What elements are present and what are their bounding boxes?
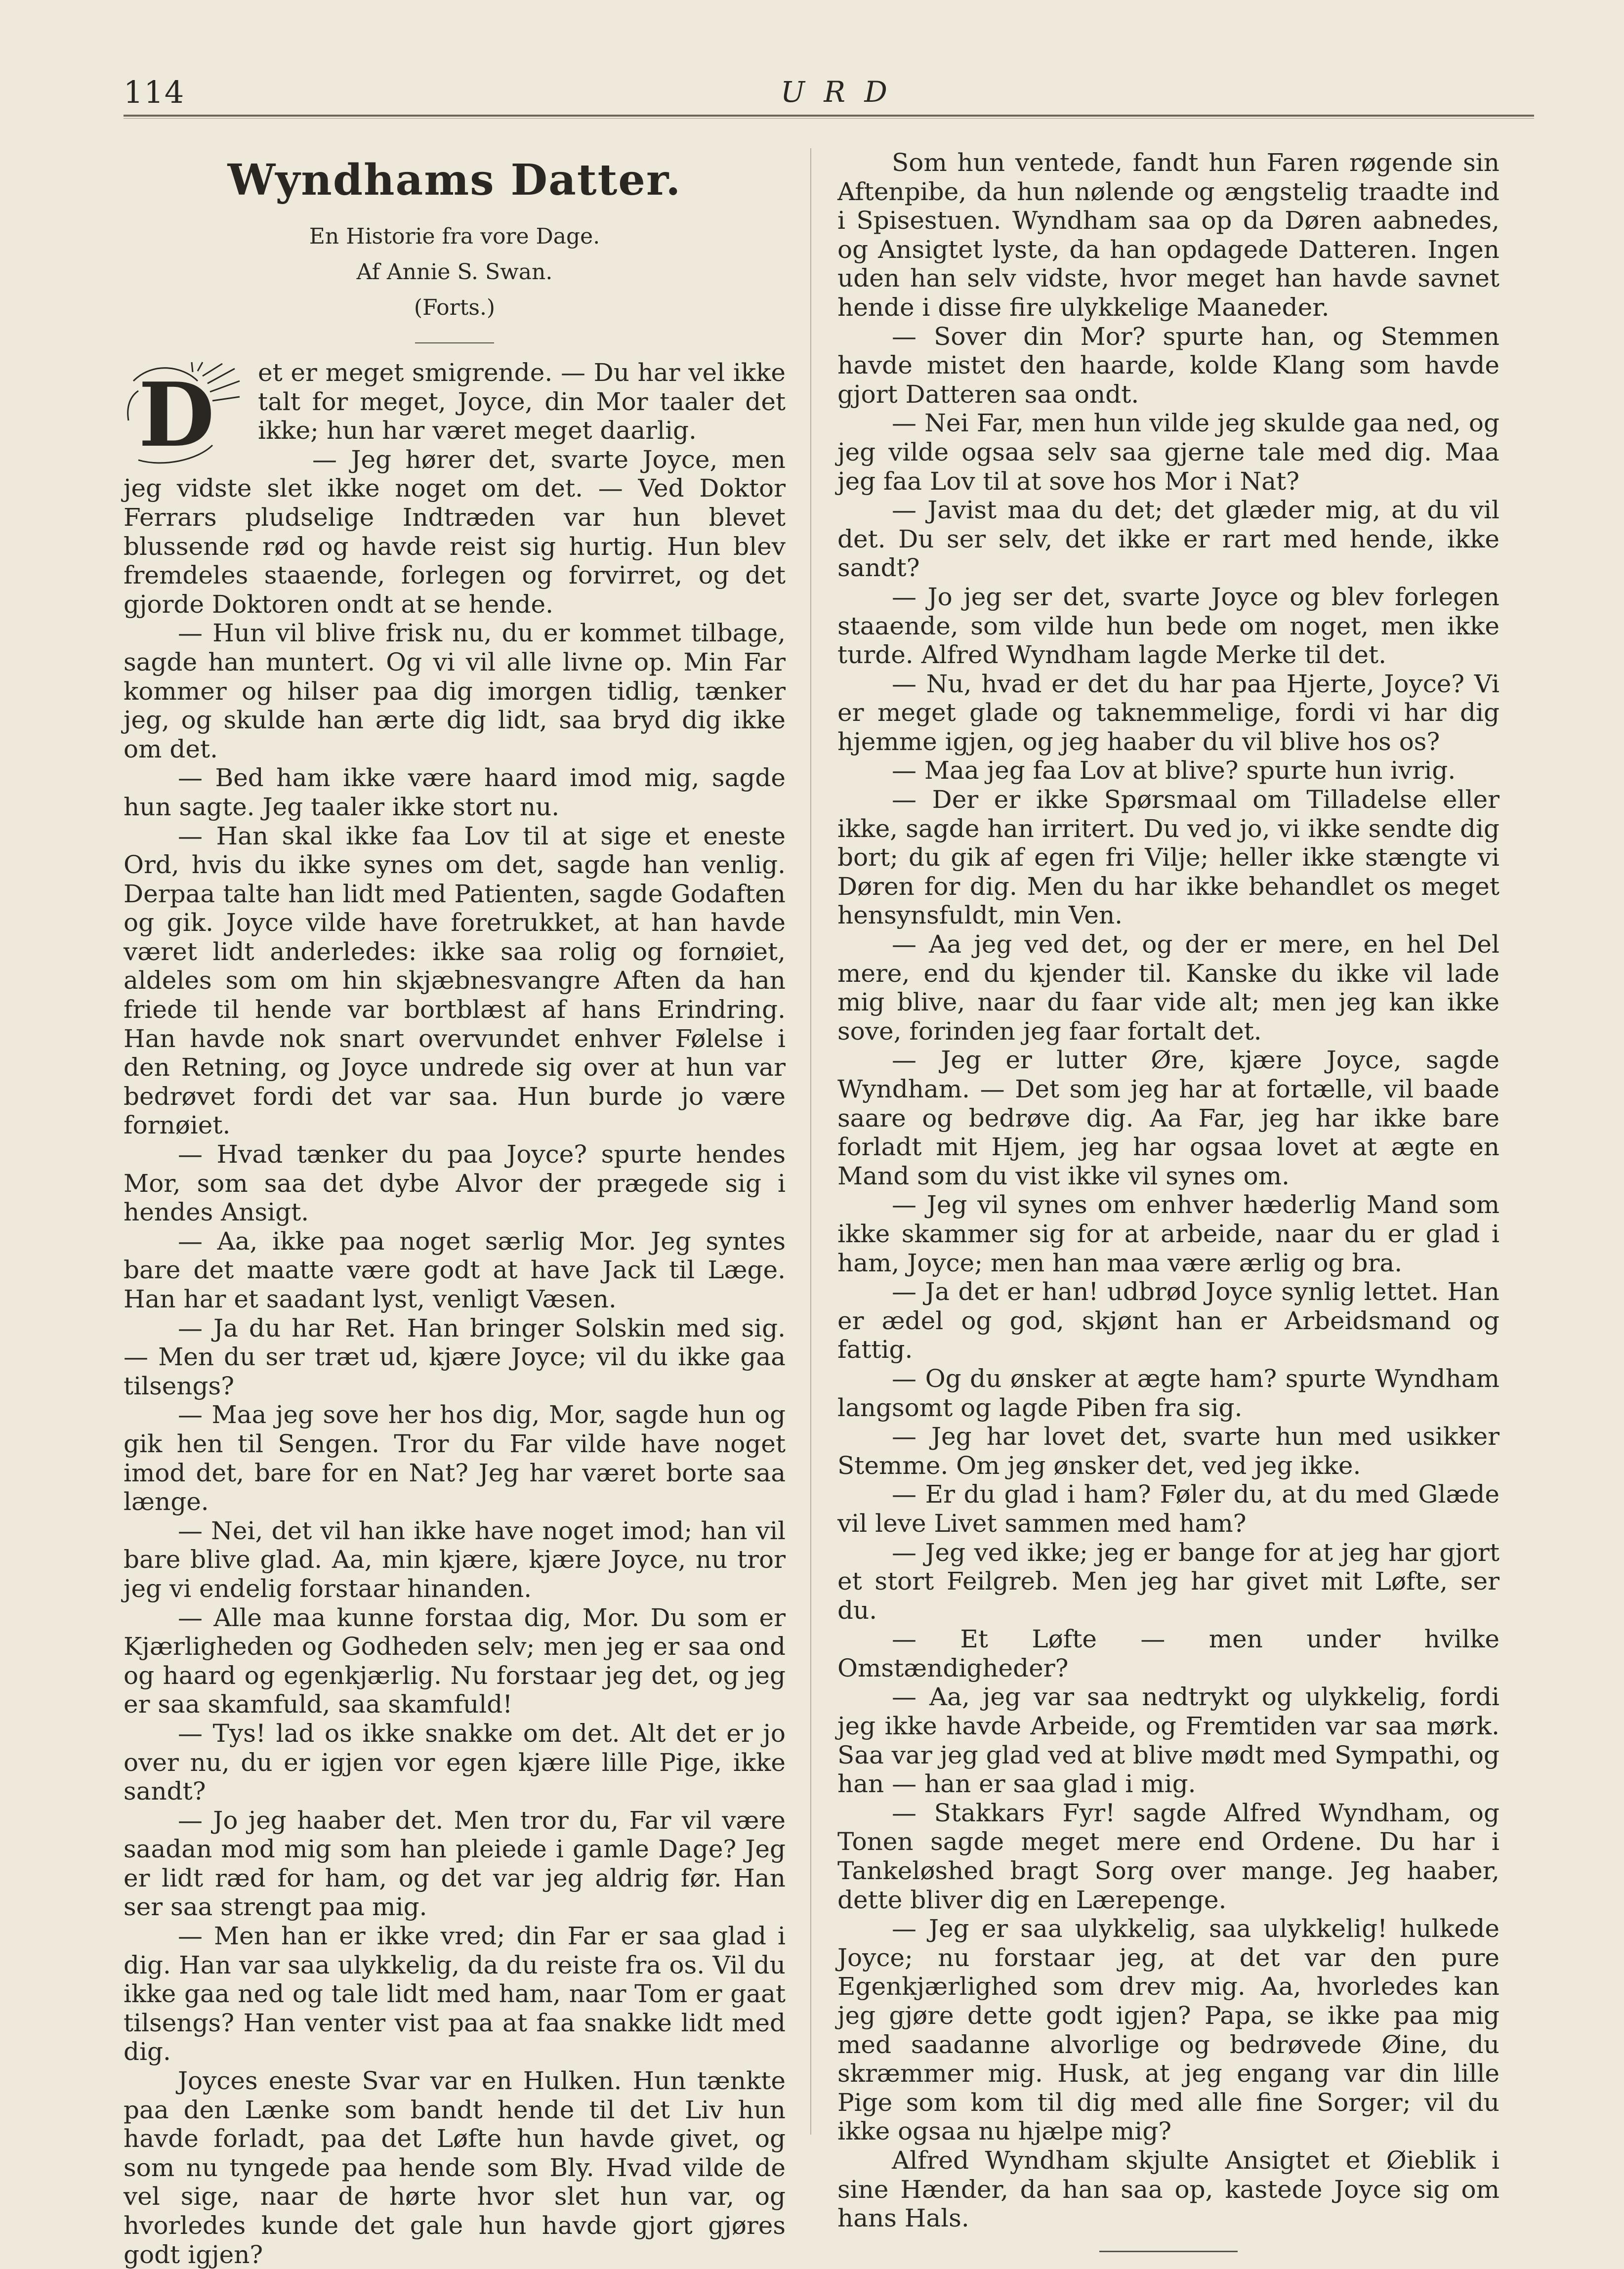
paragraph: — Tys! lad os ikke snakke om det. Alt det er jo over nu, du er igjen vor egen kjære lille Pige, ikke sandt?: [124, 1719, 786, 1806]
article-title: Wyndhams Datter.: [227, 155, 682, 205]
paragraph: — Jeg har lovet det, svarte hun med usikker Stemme. Om jeg ønsker det, ved jeg ikke.: [837, 1422, 1499, 1480]
column-divider: [810, 148, 811, 2135]
paragraph: — Jeg ved ikke; jeg er bange for at jeg har gjort et stort Feilgreb. Men jeg har givet mit Løfte, ser du.: [837, 1538, 1499, 1625]
paragraph: — Jeg er saa ulykkelig, saa ulykkelig! hulkede Joyce; nu forstaar jeg, at det var den pure Egenkjærlighed som drev mig. Aa, hvorledes kan jeg gjøre dette godt igjen? Papa, se ikke paa mig med saadanne alvorlige og bedrøvede Øine, du skræmmer mig. Husk, at jeg engang var din lille Pige som kom til dig med alle fine Sorger; vil du ikke ogsaa nu hjælpe mig?: [837, 1914, 1499, 2146]
ornamental-initial: [124, 361, 247, 470]
paragraph: — Der er ikke Spørsmaal om Tilladelse eller ikke, sagde han irritert. Du ved jo, vi ikke sendte dig bort; du gik af egen fri Vilje; heller ikke stængte vi Døren for dig. Men du har ikke behandlet os meget hensynsfuldt, min Ven.: [837, 785, 1499, 930]
article-byline: Af Annie S. Swan.: [356, 259, 553, 285]
drop-cap-letter: D: [138, 363, 215, 466]
paragraph: — Nei Far, men hun vilde jeg skulde gaa ned, og jeg vilde ogsaa selv saa gjerne tale med dig. Maa jeg faa Lov til at sove hos Mor i Nat?: [837, 409, 1499, 496]
paragraph: — Maa jeg faa Lov at blive? spurte hun ivrig.: [892, 756, 1456, 785]
paragraph: — Sover din Mor? spurte han, og Stemmen havde mistet den haarde, kolde Klang som havde gjort Datteren saa ondt.: [837, 322, 1499, 409]
paragraph: — Jeg er lutter Øre, kjære Joyce, sagde Wyndham. — Det som jeg har at fortælle, vil baade saare og bedrøve dig. Aa Far, jeg har ikke bare forladt mit Hjem, jeg har ogsaa lovet at ægte en Mand som du vist ikke vil synes om.: [837, 1046, 1499, 1190]
first-paragraph-text: et er meget smigrende. — Du har vel ikke talt for meget, Joyce, din Mor taaler det ikke; hun har været meget daarlig.: [258, 358, 786, 445]
paragraph: — Bed ham ikke være haard imod mig, sagde hun sagte. Jeg taaler ikke stort nu.: [124, 763, 786, 821]
paragraph: — Alle maa kunne forstaa dig, Mor. Du som er Kjærligheden og Godheden selv; men jeg er saa ond og haard og egenkjærlig. Nu forstaar jeg det, og jeg er saa skamfuld, saa skamfuld!: [124, 1603, 786, 1719]
paragraph: — Ja du har Ret. Han bringer Solskin med sig. — Men du ser træt ud, kjære Joyce; vil du ikke gaa tilsengs?: [124, 1313, 786, 1400]
paragraph: — Aa, jeg var saa nedtrykt og ulykkelig, fordi jeg ikke havde Arbeide, og Fremtiden var saa mørk. Saa var jeg glad ved at blive mødt med Sympathi, og han — han er saa glad i mig.: [837, 1682, 1499, 1799]
paragraph: Joyces eneste Svar var en Hulken. Hun tænkte paa den Lænke som bandt hende til det Liv hun havde forladt, paa det Løfte hun havde givet, og som nu tyngede paa hende som Bly. Hvad vilde de vel sige, naar de hørte hvor slet hun var, og hvorledes kunde det gale hun havde gjort gjøres godt igjen?: [124, 2066, 786, 2269]
left-column: [124, 148, 786, 2269]
paragraph: Alfred Wyndham skjulte Ansigtet et Øieblik i sine Hænder, da han saa op, kastede Joyce sig om hans Hals.: [837, 2145, 1499, 2233]
paragraph: — Hvad tænker du paa Joyce? spurte hendes Mor, som saa det dybe Alvor der prægede sig i hendes Ansigt.: [124, 1140, 786, 1227]
paragraph: — Jo jeg haaber det. Men tror du, Far vil være saadan mod mig som han pleiede i gamle Dage? Jeg er lidt ræd for ham, og det var jeg aldrig før. Han ser saa strengt paa mig.: [124, 1806, 786, 1922]
paragraph: — Ja det er han! udbrød Joyce synlig lettet. Han er ædel og god, skjønt han er Arbeidsmand og fattig.: [837, 1277, 1499, 1364]
paragraph: — Et Løfte — men under hvilke Omstændigheder?: [837, 1625, 1499, 1682]
header-rule: [124, 115, 1534, 119]
end-rule: [1099, 2251, 1238, 2252]
paragraph: — Nu, hvad er det du har paa Hjerte, Joyce? Vi er meget glade og taknemmelige, fordi vi har dig hjemme igjen, og jeg haaber du vil blive hos os?: [837, 669, 1499, 756]
title-separator: [415, 342, 494, 343]
paragraph: — Jeg vil synes om enhver hæderlig Mand som ikke skammer sig for at arbeide, naar du er glad i ham, Joyce; men han maa være ærlig og bra.: [837, 1190, 1499, 1277]
right-column: [837, 148, 1499, 2252]
continued-note: (Forts.): [414, 295, 496, 320]
paragraph: Som hun ventede, fandt hun Faren røgende sin Aftenpibe, da hun nølende og ængstelig traadte ind i Spisestuen. Wyndham saa op da Døren aabnedes, og Ansigtet lyste, da han opdagede Datteren. Ingen uden han selv vidste, hvor meget han havde savnet hende i disse fire ulykkelige Maaneder.: [837, 148, 1499, 322]
left-paragraphs: [124, 445, 786, 2269]
paragraph: — Aa jeg ved det, og der er mere, en hel Del mere, end du kjender til. Kanske du ikke vil lade mig blive, naar du faar vide alt; men jeg kan ikke sove, forinden jeg faar fortalt det.: [837, 930, 1499, 1046]
paragraph: — Han skal ikke faa Lov til at sige et eneste Ord, hvis du ikke synes om det, sagde han venlig. Derpaa talte han lidt med Patienten, sagde Godaften og gik. Joyce vilde have foretrukket, at han havde været lidt anderledes: ikke saa rolig og fornøiet, aldeles som om hin skjæbnesvangre Aften da han friede til hende var bortblæst af hans Erindring. Han havde nok snart overvundet enhver Følelse i den Retning, og Joyce undrede sig over at hun var bedrøvet fordi det var saa. Hun burde jo være fornøiet.: [124, 821, 786, 1140]
running-head: U R D: [781, 75, 892, 109]
paragraph: — Maa jeg sove her hos dig, Mor, sagde hun og gik hen til Sengen. Tror du Far vilde have noget imod det, bare for en Nat? Jeg har været borte saa længe.: [124, 1400, 786, 1516]
page-header: [124, 74, 1532, 114]
paragraph: — Jeg hører det, svarte Joyce, men jeg vidste slet ikke noget om det. — Ved Doktor Ferrars pludselige Indtræden var hun blevet blussende rød og havde reist sig hurtig. Hun blev fremdeles staaende, forlegen og forvirret, og det gjorde Doktoren ondt at se hende.: [124, 445, 786, 619]
paragraph: — Men han er ikke vred; din Far er saa glad i dig. Han var saa ulykkelig, da du reiste fra os. Vil du ikke gaa ned og tale lidt med ham, naar Tom er gaat tilsengs? Han venter vist paa at faa snakke lidt med dig.: [124, 1922, 786, 2066]
page-number: 114: [124, 74, 185, 110]
paragraph: — Stakkars Fyr! sagde Alfred Wyndham, og Tonen sagde meget mere end Ordene. Du har i Tankeløshed bragt Sorg over mange. Jeg haaber, dette bliver dig en Lærepenge.: [837, 1798, 1499, 1914]
paragraph: — Jo jeg ser det, svarte Joyce og blev forlegen staaende, som vilde hun bede om noget, men ikke turde. Alfred Wyndham lagde Merke til det.: [837, 582, 1499, 670]
paragraph: — Og du ønsker at ægte ham? spurte Wyndham langsomt og lagde Piben fra sig.: [837, 1364, 1499, 1422]
paragraph: — Javist maa du det; det glæder mig, at du vil det. Du ser selv, det ikke er rart med hende, ikke sandt?: [837, 496, 1499, 583]
paragraph: — Er du glad i ham? Føler du, at du med Glæde vil leve Livet sammen med ham?: [837, 1480, 1499, 1538]
paragraph: — Hun vil blive frisk nu, du er kommet tilbage, sagde han muntert. Og vi vil alle livne op. Min Far kommer og hilser paa dig imorgen tidlig, tænker jeg, og skulde han ærte dig lidt, saa bryd dig ikke om det.: [124, 619, 786, 763]
paragraph: — Nei, det vil han ikke have noget imod; han vil bare blive glad. Aa, min kjære, kjære Joyce, nu tror jeg vi endelig forstaar hinanden.: [124, 1516, 786, 1603]
paragraph: — Aa, ikke paa noget særlig Mor. Jeg syntes bare det maatte være godt at have Jack til Læge. Han har et saadant lyst, venligt Væsen.: [124, 1226, 786, 1313]
first-paragraph: [124, 358, 786, 466]
article-subtitle: En Historie fra vore Dage.: [309, 224, 600, 249]
